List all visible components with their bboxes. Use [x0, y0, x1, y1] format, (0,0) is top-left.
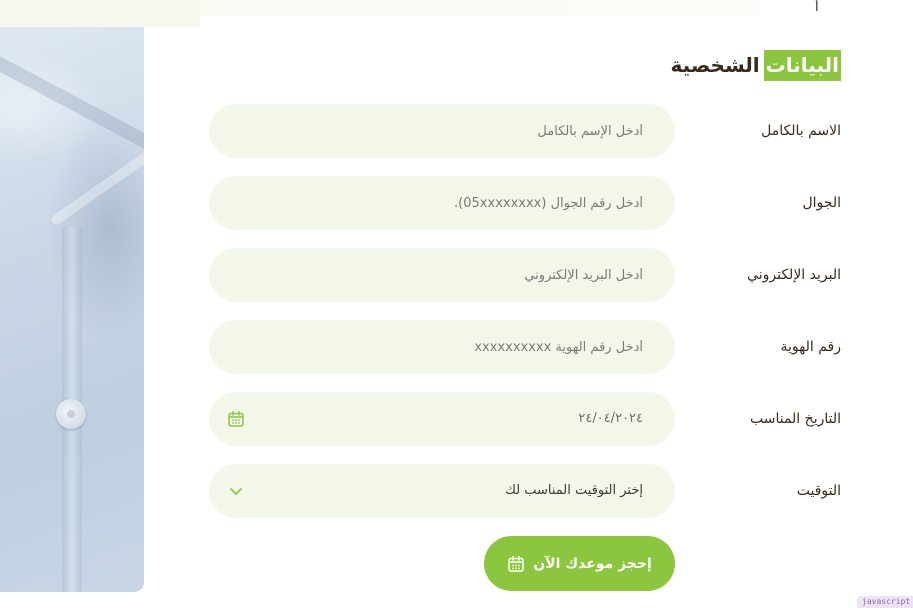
- date-label: التاريخ المناسب: [749, 411, 841, 427]
- id-number-label: رقم الهوية: [780, 339, 841, 355]
- time-select-value: إختر التوقيت المناسب لك: [505, 483, 643, 498]
- book-appointment-button[interactable]: [484, 536, 675, 591]
- form-row-full-name: [0, 104, 913, 158]
- chevron-down-icon[interactable]: [227, 482, 245, 500]
- date-value: ٢٤/٠٤/٢٠٢٤: [578, 411, 643, 426]
- mobile-label: الجوال: [802, 195, 841, 211]
- email-label: البريد الإلكتروني: [747, 267, 841, 283]
- top-bar: [0, 0, 200, 27]
- section-title: [671, 50, 841, 81]
- top-bar-fade: [200, 0, 760, 16]
- time-select[interactable]: [209, 464, 675, 518]
- id-number-input[interactable]: [209, 320, 675, 374]
- form-row-date: [0, 392, 913, 446]
- email-input[interactable]: [209, 248, 675, 302]
- full-name-input[interactable]: [209, 104, 675, 158]
- book-appointment-label: إحجز موعدك الآن: [533, 555, 652, 572]
- form-row-mobile: [0, 176, 913, 230]
- date-input[interactable]: [209, 392, 675, 446]
- corner-tag: javascript: [857, 596, 913, 608]
- calendar-icon: [507, 555, 525, 573]
- mobile-input[interactable]: [209, 176, 675, 230]
- section-title-rest: الشخصية: [670, 53, 760, 77]
- form-row-time: [0, 464, 913, 518]
- top-glyph: أ: [815, 0, 819, 15]
- time-label: التوقيت: [796, 483, 841, 499]
- form-row-id-number: [0, 320, 913, 374]
- calendar-icon[interactable]: [227, 410, 245, 428]
- form-row-email: [0, 248, 913, 302]
- full-name-label: الاسم بالكامل: [761, 123, 841, 139]
- section-title-highlight: البيانات: [764, 50, 841, 81]
